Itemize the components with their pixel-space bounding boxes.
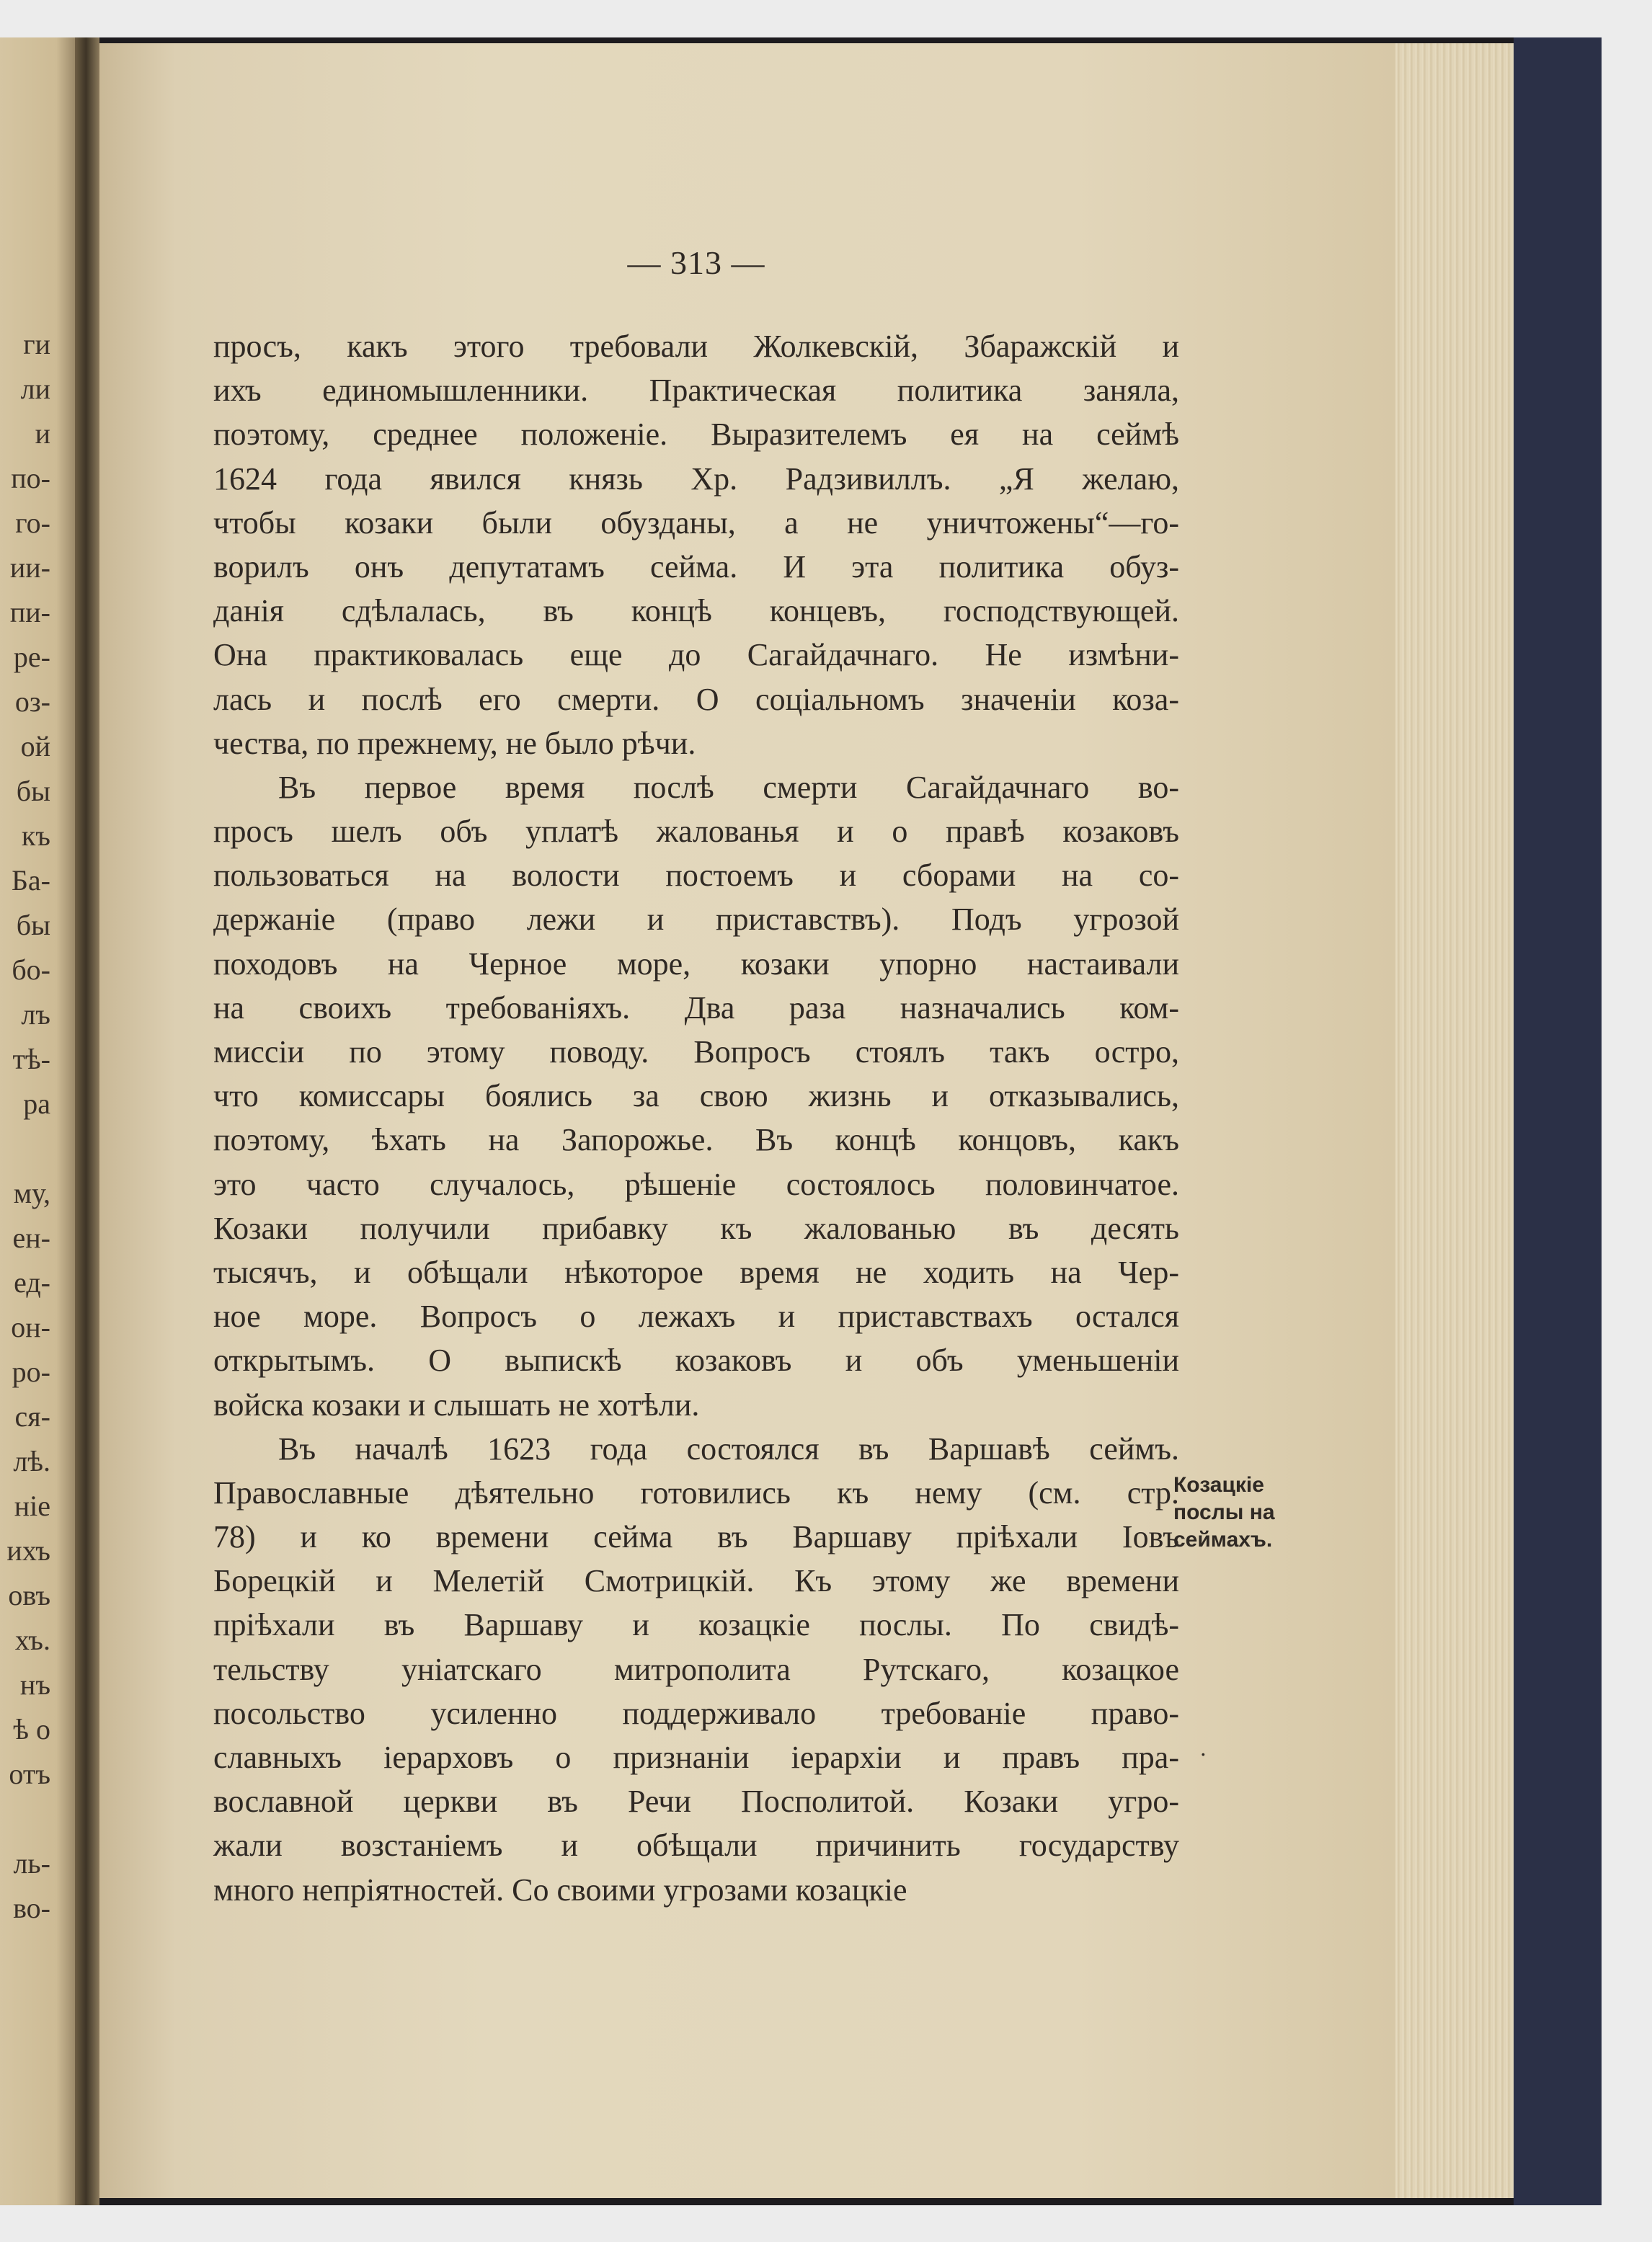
previous-page-fragment: [0, 1797, 50, 1841]
previous-page-fragment: ро-: [12, 1356, 50, 1388]
previous-page-fragment: къ: [21, 819, 50, 852]
text-line: на своихъ требованіяхъ. Два раза назначались ком-: [213, 989, 1179, 1026]
previous-page-fragment: ра: [23, 1087, 50, 1120]
previous-page-fragment: го-: [15, 507, 50, 539]
previous-page-fragment: ой: [20, 730, 50, 762]
previous-page-fragment: нъ: [19, 1668, 50, 1701]
previous-page-fragment: бо-: [12, 953, 50, 986]
previous-page-fragment: ли: [20, 373, 50, 405]
previous-page-fragment: отъ: [9, 1758, 50, 1790]
text-line: тысячъ, и обѣщали нѣкоторое время не ходить на Чер-: [213, 1254, 1179, 1290]
text-line: Въ первое время послѣ смерти Сагайдачнаго во-: [278, 769, 1179, 805]
text-line: Козаки получили прибавку къ жалованью въ десять: [213, 1210, 1179, 1246]
previous-page-fragment: ихъ: [6, 1534, 50, 1567]
previous-page-fragment: хъ.: [14, 1624, 50, 1656]
previous-page-fragment: Ба-: [11, 864, 50, 897]
margin-note-line: Козацкіе: [1173, 1473, 1264, 1497]
text-line: держаніе (право лежи и приставствъ). Подъ угрозой: [213, 902, 1179, 938]
previous-page-fragment: тѣ-: [12, 1043, 50, 1075]
previous-page-fragment: ги: [23, 328, 50, 360]
text-line: Она практиковалась еще до Сагайдачнаго. Не измѣни-: [213, 637, 1179, 673]
previous-page-fragment: и: [35, 417, 50, 450]
previous-page-fragment: ии-: [9, 551, 50, 584]
text-line: Въ началѣ 1623 года состоялся въ Варшавѣ сеймъ.: [278, 1431, 1179, 1467]
book-page: [98, 43, 1395, 2198]
text-line: миссіи по этому поводу. Вопросъ стоялъ такъ остро,: [213, 1034, 1179, 1069]
text-line: ихъ единомышленники. Практическая политика заняла,: [213, 373, 1179, 409]
text-line: тельству уніатскаго митрополита Рутскаго, козацкое: [213, 1651, 1179, 1687]
text-line: что комиссары боялись за свою жизнь и отказывались,: [213, 1078, 1179, 1114]
text-line: войска козаки и слышать не хотѣли.: [213, 1387, 700, 1423]
previous-page-fragment: овъ: [8, 1579, 50, 1611]
text-line: открытымъ. О выпискѣ козаковъ и объ уменьшеніи: [213, 1343, 1179, 1379]
previous-page-fragment: оз-: [14, 685, 50, 718]
previous-page-fragment: ен-: [12, 1222, 50, 1254]
previous-page-fragment: [0, 1126, 50, 1171]
previous-page-fragment: ед-: [14, 1266, 50, 1299]
text-line: славныхъ іерарховъ о признаніи іерархіи и правъ пра-: [213, 1740, 1179, 1775]
page-number: — 313 —: [627, 244, 765, 281]
previous-page-fragment: ль-: [13, 1847, 50, 1880]
previous-page-fragment: ѣ о: [13, 1713, 50, 1745]
previous-page-fragment: он-: [11, 1311, 50, 1343]
margin-mark: ·: [1199, 1741, 1207, 1767]
previous-page-fragment: бы: [16, 775, 50, 807]
text-line: вославной церкви въ Речи Посполитой. Козаки угро-: [213, 1784, 1179, 1820]
text-line: Борецкій и Мелетій Смотрицкій. Къ этому же времени: [213, 1563, 1179, 1599]
text-line: пользоваться на волости постоемъ и сборами на со-: [213, 858, 1179, 894]
previous-page-fragment: лъ: [21, 998, 50, 1031]
previous-page-fragment: по-: [11, 462, 50, 494]
previous-page-fragment: ся-: [14, 1400, 50, 1433]
previous-page-fragment: бы: [16, 909, 50, 941]
margin-note-line: послы на: [1173, 1500, 1275, 1524]
text-line: поэтому, ѣхать на Запорожье. Въ концѣ концовъ, какъ: [213, 1122, 1179, 1158]
text-line: просъ, какъ этого требовали Жолкевскій, Збаражскій и: [213, 329, 1179, 364]
text-line: жали возстаніемъ и обѣщали причинить государству: [213, 1828, 1179, 1864]
previous-page-fragment: му,: [13, 1177, 50, 1209]
book-gutter: [75, 37, 99, 2205]
text-line: Православные дѣятельно готовились къ нему (см. стр.: [213, 1474, 1179, 1511]
text-line: поэтому, среднее положеніе. Выразителемъ ея на сеймѣ: [213, 417, 1179, 453]
previous-page-fragment: ре-: [13, 641, 50, 673]
text-line: лась и послѣ его смерти. О соціальномъ значеніи коза-: [213, 681, 1179, 717]
text-line: чества, по прежнему, не было рѣчи.: [213, 725, 696, 761]
previous-page-fragment: пи-: [9, 596, 50, 628]
text-line: ворилъ онъ депутатамъ сейма. И эта политика обуз-: [213, 548, 1179, 584]
previous-page-text-fragments: [0, 322, 50, 1931]
body-text: [213, 324, 1179, 1912]
margin-note-line: сеймахъ.: [1173, 1528, 1273, 1552]
previous-page-edge: [0, 37, 81, 2205]
text-line: пріѣхали въ Варшаву и козацкіе послы. По свидѣ-: [213, 1607, 1179, 1643]
text-line: много непріятностей. Со своими угрозами козацкіе: [213, 1872, 907, 1908]
previous-page-fragment: во-: [13, 1892, 50, 1924]
book-cover-edge: [1514, 37, 1602, 2205]
text-line: просъ шелъ объ уплатѣ жалованья и о правѣ козаковъ: [213, 814, 1179, 850]
text-line: посольство усиленно поддерживало требованіе право-: [213, 1695, 1179, 1731]
text-line: данія сдѣлалась, въ концѣ концевъ, господствующей.: [213, 593, 1179, 629]
text-line: 78) и ко времени сейма въ Варшаву пріѣхали Іовъ: [213, 1519, 1179, 1555]
text-line: походовъ на Черное море, козаки упорно настаивали: [213, 946, 1179, 982]
margin-note: [1173, 1472, 1325, 1554]
previous-page-fragment: лѣ.: [13, 1445, 50, 1477]
text-line: ное море. Вопросъ о лежахъ и приставствахъ остался: [213, 1299, 1179, 1335]
previous-page-fragment: ніе: [14, 1490, 50, 1522]
text-line: чтобы козаки были обузданы, а не уничтожены“—го-: [213, 504, 1179, 541]
text-line: 1624 года явился князь Хр. Радзивиллъ. „Я желаю,: [213, 461, 1179, 497]
text-line: это часто случалось, рѣшеніе состоялось половинчатое.: [213, 1166, 1179, 1202]
